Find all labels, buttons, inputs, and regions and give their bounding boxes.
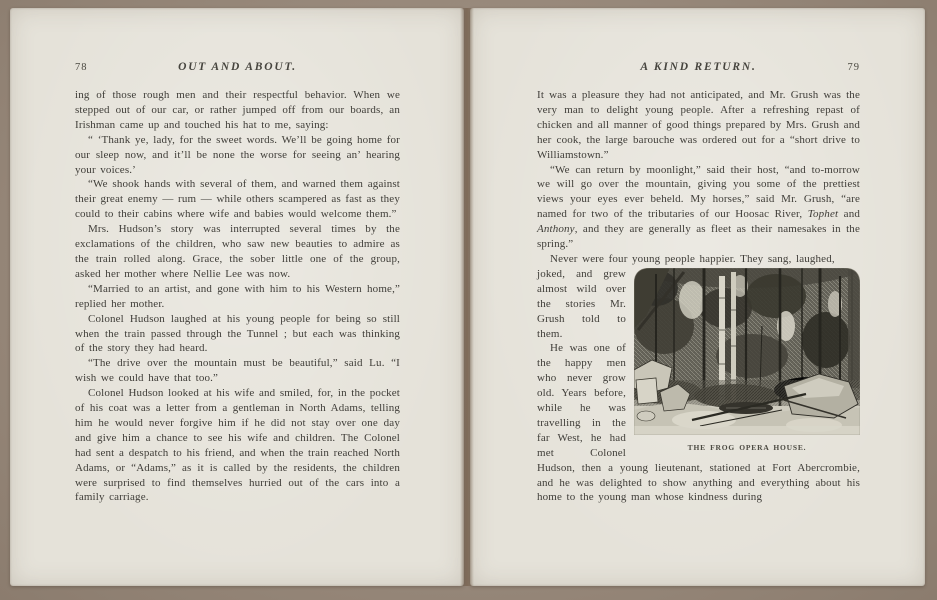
- illustration-frog-opera-house: [634, 268, 860, 456]
- paragraph: Colonel Hudson looked at his wife and smiled, for, in the pocket of his coat was a letter from a gentleman in North Adams, telling him he would never forgive him if he did not stay over one day and give him a chance to see his wife and children. The Colonel had sent a despatch to his friend, and when the train reached North Adams, or “Adams,” as it is called by the residents, the children were surprised to find themselves hurried out of the cars into a family carriage.: [75, 387, 400, 504]
- horse-name-tophet: Tophet: [807, 208, 839, 221]
- paragraph: “The drive over the mountain must be beautiful,” said Lu. “I wish we could have that too.”: [75, 357, 400, 385]
- forest-engraving: [634, 268, 860, 435]
- paragraph: Colonel Hudson laughed at his young people for being so still when the train passed through the Tunnel ; but each was thinking of the story they had heard.: [75, 312, 400, 355]
- horse-name-anthony: Anthony: [537, 223, 575, 236]
- running-title-left: OUT AND ABOUT.: [178, 61, 297, 73]
- page-header-right: [537, 61, 860, 73]
- text-run: “We can return by moonlight,” said their host, “and to-morrow we will go over the mountain, giving you some of the prettiest views your eyes ever beheld. My horses,” said Mr. Grush, “are named for two of the tributaries of our Hoosac River,: [537, 163, 860, 221]
- illustration-caption: THE FROG OPERA HOUSE.: [687, 442, 807, 452]
- text-run: and: [838, 208, 860, 221]
- paragraph: He was one of the happy men who never grow old. Years before, while he was travelling in the far West, he had met Colonel Hudson, then a young lieutenant, stationed at Fort Abercrombie, and he was delighted to show anything and everything about his home to the young man whose kindness during: [537, 342, 860, 504]
- page-number-left: 78: [75, 62, 88, 73]
- paragraph: Mrs. Hudson’s story was interrupted several times by the exclamations of the children, who saw new beauties to admire as the train rolled along. Grace, the sober little one of the group, asked her mother where Nellie Lee was now.: [75, 223, 400, 280]
- text-run: , and they are generally as fleet as their namesakes in the spring.”: [537, 223, 860, 251]
- paragraph: joked, and grew almost wild over the stories Mr. Grush told to them.: [537, 267, 626, 340]
- paragraph: “ ‘Thank ye, lady, for the sweet words. We’ll be going home for our sleep now, and it’ll be none the worse for seeing an’ hearing your voices.’: [75, 133, 400, 176]
- page-body-right: [537, 88, 860, 505]
- paragraph: “Married to an artist, and gone with him to his Western home,” replied her mother.: [75, 282, 400, 310]
- page-left: [10, 8, 464, 586]
- page-right: [470, 8, 925, 586]
- paragraph: It was a pleasure they had not anticipated, and Mr. Grush was the very man to delight young people. After a refreshing repast of chicken and all manner of good things prepared by Mrs. Grush and her cook, the large barouche was ordered out for a “short drive to Williamstown.”: [537, 89, 860, 161]
- page-number-right: 79: [847, 62, 860, 73]
- page-header-left: [75, 61, 400, 73]
- illustration-wrap-zone: [537, 267, 860, 506]
- paragraph: [537, 163, 860, 252]
- paragraph: “We shook hands with several of them, and warned them against their great enemy — rum — while others scampered as fast as they could to their cabins where wife and babies would welcome them.”: [75, 178, 400, 221]
- paragraph: ing of those rough men and their respectful behavior. When we stepped out of our car, or rather jumped off from our boards, an Irishman came up and touched his hat to me, saying:: [75, 89, 400, 131]
- running-title-right: A KIND RETURN.: [640, 61, 757, 73]
- paragraph: Never were four young people happier. They sang, laughed,: [550, 252, 835, 265]
- page-body-left: [75, 88, 400, 505]
